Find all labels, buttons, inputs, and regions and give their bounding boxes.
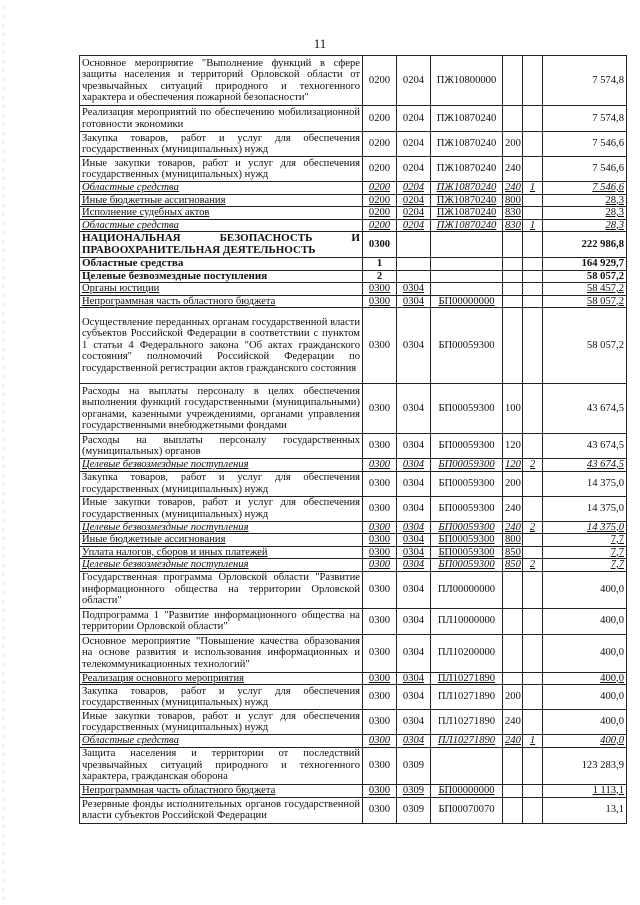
row-funding-source — [523, 546, 543, 559]
table-row — [80, 634, 627, 672]
row-amount: 400,0 — [543, 710, 627, 735]
row-amount: 58 057,2 — [543, 295, 627, 308]
row-section-code: 0304 — [397, 710, 431, 735]
row-target-code: БП00059300 — [431, 559, 503, 572]
row-name: Защита населения и территории от последствий чрезвычайных ситуаций природного и техногенного характера, гражданская оборона — [80, 747, 363, 784]
row-name: Целевые безвозмездные поступления — [80, 559, 363, 572]
row-section-code: 0304 — [397, 471, 431, 496]
table-row — [80, 559, 627, 572]
row-name: Иные закупки товаров, работ и услуг для обеспечения государственных (муниципальных) нужд — [80, 710, 363, 735]
row-expense-type: 830 — [503, 207, 523, 220]
row-target-code: БП00059300 — [431, 459, 503, 472]
row-admin-code: 0300 — [363, 747, 397, 784]
row-funding-source — [523, 784, 543, 797]
row-section-code: 0204 — [397, 56, 431, 106]
row-section-code: 0304 — [397, 459, 431, 472]
row-name: Иные бюджетные ассигнования — [80, 534, 363, 547]
row-name: Закупка товаров, работ и услуг для обеспечения государственных (муниципальных) нужд — [80, 685, 363, 710]
row-expense-type: 100 — [503, 384, 523, 434]
row-amount: 123 283,9 — [543, 747, 627, 784]
row-expense-type: 200 — [503, 132, 523, 157]
row-admin-code: 0300 — [363, 534, 397, 547]
row-name: Иные бюджетные ассигнования — [80, 194, 363, 207]
row-section-code — [397, 270, 431, 283]
row-target-code: БП00059300 — [431, 384, 503, 434]
row-name: Основное мероприятие "Повышение качества образования на основе развития и использования информационных и телекоммуникационных технологий" — [80, 634, 363, 672]
row-funding-source — [523, 232, 543, 258]
row-name: Целевые безвозмездные поступления — [80, 459, 363, 472]
table-row — [80, 434, 627, 459]
row-target-code: ПЖ10870240 — [431, 207, 503, 220]
row-expense-type: 800 — [503, 534, 523, 547]
row-section-code: 0309 — [397, 747, 431, 784]
row-name: Реализация мероприятий по обеспечению мобилизационной готовности экономики — [80, 106, 363, 132]
row-expense-type — [503, 232, 523, 258]
row-funding-source — [523, 106, 543, 132]
row-funding-source — [523, 270, 543, 283]
row-amount: 14 375,0 — [543, 496, 627, 521]
table-row — [80, 207, 627, 220]
row-admin-code: 0300 — [363, 496, 397, 521]
row-expense-type — [503, 634, 523, 672]
row-admin-code: 0300 — [363, 232, 397, 258]
row-section-code — [397, 232, 431, 258]
row-funding-source — [523, 295, 543, 308]
table-row — [80, 784, 627, 797]
row-name: НАЦИОНАЛЬНАЯ БЕЗОПАСНОСТЬ И ПРАВООХРАНИТЕЛЬНАЯ ДЕЯТЕЛЬНОСТЬ — [80, 232, 363, 258]
row-name: Иные закупки товаров, работ и услуг для обеспечения государственных (муниципальных) нужд — [80, 157, 363, 182]
table-row — [80, 219, 627, 232]
row-admin-code: 0300 — [363, 471, 397, 496]
row-admin-code: 0300 — [363, 608, 397, 634]
row-amount: 7,7 — [543, 534, 627, 547]
table-row — [80, 384, 627, 434]
table-row — [80, 471, 627, 496]
row-funding-source — [523, 471, 543, 496]
row-expense-type: 240 — [503, 521, 523, 534]
row-amount: 400,0 — [543, 685, 627, 710]
row-amount: 28,3 — [543, 219, 627, 232]
row-amount: 58 057,2 — [543, 308, 627, 384]
row-section-code: 0304 — [397, 571, 431, 608]
row-amount: 7 546,6 — [543, 132, 627, 157]
row-target-code: БП00059300 — [431, 308, 503, 384]
row-funding-source — [523, 672, 543, 685]
row-admin-code: 0200 — [363, 182, 397, 195]
row-expense-type — [503, 784, 523, 797]
table-row — [80, 194, 627, 207]
row-admin-code: 0300 — [363, 559, 397, 572]
table-row — [80, 182, 627, 195]
row-admin-code: 0200 — [363, 56, 397, 106]
table-row — [80, 710, 627, 735]
row-expense-type: 200 — [503, 471, 523, 496]
row-name: Подпрограмма 1 "Развитие информационного общества на территории Орловской области" — [80, 608, 363, 634]
row-section-code: 0204 — [397, 207, 431, 220]
budget-table — [79, 55, 627, 824]
row-section-code: 0304 — [397, 295, 431, 308]
row-funding-source: 2 — [523, 521, 543, 534]
row-funding-source — [523, 608, 543, 634]
row-name: Расходы на выплаты персоналу в целях обеспечения выполнения функций государственными (муниципальными) органами, казенными учреждениями, органами управления государственными внебюджетными фондами — [80, 384, 363, 434]
row-name: Непрограммная часть областного бюджета — [80, 784, 363, 797]
table-row — [80, 672, 627, 685]
row-expense-type — [503, 270, 523, 283]
row-admin-code: 0300 — [363, 710, 397, 735]
row-amount: 13,1 — [543, 797, 627, 823]
row-admin-code: 0300 — [363, 634, 397, 672]
row-amount: 7 574,8 — [543, 56, 627, 106]
row-amount: 7 546,6 — [543, 182, 627, 195]
row-target-code: ПЖ10870240 — [431, 182, 503, 195]
row-section-code: 0204 — [397, 219, 431, 232]
row-funding-source: 2 — [523, 559, 543, 572]
table-row — [80, 270, 627, 283]
row-target-code: ПЛ10200000 — [431, 634, 503, 672]
row-amount: 58 457,2 — [543, 283, 627, 296]
row-section-code: 0304 — [397, 283, 431, 296]
row-funding-source — [523, 434, 543, 459]
row-admin-code: 0300 — [363, 283, 397, 296]
row-target-code: БП00059300 — [431, 546, 503, 559]
row-section-code: 0304 — [397, 546, 431, 559]
table-row — [80, 106, 627, 132]
row-section-code: 0309 — [397, 784, 431, 797]
table-row — [80, 283, 627, 296]
row-expense-type — [503, 308, 523, 384]
row-target-code — [431, 232, 503, 258]
row-amount: 43 674,5 — [543, 459, 627, 472]
table-row — [80, 295, 627, 308]
row-name: Исполнение судебных актов — [80, 207, 363, 220]
row-expense-type: 240 — [503, 157, 523, 182]
row-section-code: 0304 — [397, 634, 431, 672]
row-target-code: ПЖ10870240 — [431, 219, 503, 232]
row-expense-type: 240 — [503, 182, 523, 195]
row-expense-type — [503, 56, 523, 106]
row-target-code — [431, 747, 503, 784]
row-admin-code: 0300 — [363, 797, 397, 823]
row-amount: 43 674,5 — [543, 434, 627, 459]
row-target-code: ПЖ10870240 — [431, 132, 503, 157]
row-expense-type — [503, 747, 523, 784]
row-funding-source — [523, 797, 543, 823]
table-row — [80, 797, 627, 823]
row-expense-type — [503, 258, 523, 271]
row-amount: 400,0 — [543, 735, 627, 748]
row-section-code: 0204 — [397, 157, 431, 182]
row-amount: 7 546,6 — [543, 157, 627, 182]
table-row — [80, 534, 627, 547]
row-section-code: 0304 — [397, 308, 431, 384]
row-target-code — [431, 258, 503, 271]
row-name: Целевые безвозмездные поступления — [80, 270, 363, 283]
row-funding-source — [523, 496, 543, 521]
row-target-code: БП00000000 — [431, 295, 503, 308]
row-target-code: ПЖ10800000 — [431, 56, 503, 106]
row-funding-source — [523, 132, 543, 157]
row-target-code: ПЛ10271890 — [431, 685, 503, 710]
row-funding-source — [523, 710, 543, 735]
row-expense-type: 830 — [503, 219, 523, 232]
row-funding-source — [523, 685, 543, 710]
table-row — [80, 571, 627, 608]
row-section-code: 0304 — [397, 685, 431, 710]
table-row — [80, 521, 627, 534]
row-admin-code: 0300 — [363, 735, 397, 748]
row-section-code: 0204 — [397, 182, 431, 195]
row-amount: 28,3 — [543, 207, 627, 220]
row-expense-type — [503, 797, 523, 823]
row-target-code: БП00059300 — [431, 434, 503, 459]
row-admin-code: 0300 — [363, 521, 397, 534]
row-target-code: ПЖ10870240 — [431, 106, 503, 132]
row-funding-source — [523, 747, 543, 784]
row-target-code: ПЖ10870240 — [431, 194, 503, 207]
row-section-code: 0304 — [397, 521, 431, 534]
row-amount: 7,7 — [543, 559, 627, 572]
row-target-code: БП00059300 — [431, 534, 503, 547]
row-amount: 400,0 — [543, 672, 627, 685]
row-expense-type: 800 — [503, 194, 523, 207]
row-name: Закупка товаров, работ и услуг для обеспечения государственных (муниципальных) нужд — [80, 471, 363, 496]
row-admin-code: 0200 — [363, 157, 397, 182]
row-funding-source — [523, 571, 543, 608]
row-name: Государственная программа Орловской области "Развитие информационного общества на территории Орловской области" — [80, 571, 363, 608]
row-section-code: 0304 — [397, 384, 431, 434]
row-expense-type — [503, 283, 523, 296]
row-target-code: БП00070070 — [431, 797, 503, 823]
row-amount: 7,7 — [543, 546, 627, 559]
row-admin-code: 0200 — [363, 106, 397, 132]
row-name: Уплата налогов, сборов и иных платежей — [80, 546, 363, 559]
row-target-code: БП00059300 — [431, 521, 503, 534]
row-amount: 28,3 — [543, 194, 627, 207]
row-section-code: 0304 — [397, 608, 431, 634]
row-target-code: ПЛ10271890 — [431, 710, 503, 735]
table-row — [80, 232, 627, 258]
row-section-code: 0204 — [397, 106, 431, 132]
row-amount: 400,0 — [543, 571, 627, 608]
row-section-code: 0304 — [397, 534, 431, 547]
row-expense-type — [503, 295, 523, 308]
budget-table-body — [80, 56, 627, 824]
row-name: Областные средства — [80, 219, 363, 232]
table-row — [80, 496, 627, 521]
row-section-code: 0304 — [397, 672, 431, 685]
row-name: Закупка товаров, работ и услуг для обеспечения государственных (муниципальных) нужд — [80, 132, 363, 157]
row-admin-code: 0200 — [363, 194, 397, 207]
row-name: Целевые безвозмездные поступления — [80, 521, 363, 534]
row-section-code — [397, 258, 431, 271]
row-amount: 164 929,7 — [543, 258, 627, 271]
row-name: Иные закупки товаров, работ и услуг для обеспечения государственных (муниципальных) нужд — [80, 496, 363, 521]
row-amount: 222 986,8 — [543, 232, 627, 258]
table-row — [80, 308, 627, 384]
row-amount: 43 674,5 — [543, 384, 627, 434]
row-admin-code: 0300 — [363, 546, 397, 559]
row-funding-source: 1 — [523, 219, 543, 232]
row-expense-type: 120 — [503, 434, 523, 459]
row-admin-code: 1 — [363, 258, 397, 271]
row-admin-code: 0300 — [363, 571, 397, 608]
row-name: Реализация основного мероприятия — [80, 672, 363, 685]
row-funding-source: 2 — [523, 459, 543, 472]
page-number: 11 — [313, 36, 327, 51]
row-amount: 58 057,2 — [543, 270, 627, 283]
row-name: Осуществление переданных органам государственной власти субъектов Российской Федерации в соответствии с пунктом 1 статьи 4 Федерального закона "Об актах гражданского состояния" полномочий Российской Федерации по государственной регистрации актов гражданского состояния — [80, 308, 363, 384]
row-admin-code: 0200 — [363, 132, 397, 157]
row-amount: 400,0 — [543, 634, 627, 672]
row-section-code: 0304 — [397, 434, 431, 459]
row-expense-type: 240 — [503, 710, 523, 735]
table-row — [80, 685, 627, 710]
row-funding-source — [523, 207, 543, 220]
row-name: Резервные фонды исполнительных органов государственной власти субъектов Российской Федерации — [80, 797, 363, 823]
row-section-code: 0304 — [397, 735, 431, 748]
row-amount: 14 375,0 — [543, 521, 627, 534]
row-funding-source: 1 — [523, 735, 543, 748]
row-section-code: 0204 — [397, 194, 431, 207]
row-target-code — [431, 283, 503, 296]
row-section-code: 0304 — [397, 559, 431, 572]
table-row — [80, 735, 627, 748]
row-expense-type: 240 — [503, 496, 523, 521]
row-target-code: ПЛ10271890 — [431, 672, 503, 685]
row-target-code: БП00059300 — [431, 496, 503, 521]
row-amount: 400,0 — [543, 608, 627, 634]
row-expense-type — [503, 106, 523, 132]
row-target-code: БП00059300 — [431, 471, 503, 496]
table-row — [80, 608, 627, 634]
row-name: Областные средства — [80, 735, 363, 748]
row-funding-source — [523, 157, 543, 182]
table-row — [80, 258, 627, 271]
row-expense-type — [503, 571, 523, 608]
row-target-code: ПЖ10870240 — [431, 157, 503, 182]
row-name: Органы юстиции — [80, 283, 363, 296]
table-row — [80, 132, 627, 157]
row-funding-source — [523, 308, 543, 384]
row-admin-code: 2 — [363, 270, 397, 283]
row-funding-source — [523, 634, 543, 672]
row-funding-source — [523, 258, 543, 271]
row-admin-code: 0300 — [363, 784, 397, 797]
row-expense-type: 850 — [503, 546, 523, 559]
table-row — [80, 747, 627, 784]
row-expense-type: 120 — [503, 459, 523, 472]
row-target-code: БП00000000 — [431, 784, 503, 797]
row-expense-type: 850 — [503, 559, 523, 572]
row-amount: 1 113,1 — [543, 784, 627, 797]
row-funding-source — [523, 283, 543, 296]
row-expense-type: 200 — [503, 685, 523, 710]
row-admin-code: 0300 — [363, 434, 397, 459]
row-admin-code: 0300 — [363, 295, 397, 308]
row-name: Областные средства — [80, 258, 363, 271]
row-admin-code: 0300 — [363, 672, 397, 685]
row-funding-source — [523, 384, 543, 434]
row-funding-source — [523, 534, 543, 547]
row-admin-code: 0300 — [363, 384, 397, 434]
row-admin-code: 0200 — [363, 207, 397, 220]
row-funding-source: 1 — [523, 182, 543, 195]
row-target-code — [431, 270, 503, 283]
table-row — [80, 459, 627, 472]
table-row — [80, 157, 627, 182]
row-section-code: 0204 — [397, 132, 431, 157]
row-target-code: ПЛ00000000 — [431, 571, 503, 608]
row-amount: 14 375,0 — [543, 471, 627, 496]
row-name: Непрограммная часть областного бюджета — [80, 295, 363, 308]
row-name: Расходы на выплаты персоналу государственных (муниципальных) органов — [80, 434, 363, 459]
row-funding-source — [523, 56, 543, 106]
row-admin-code: 0300 — [363, 685, 397, 710]
row-section-code: 0304 — [397, 496, 431, 521]
row-expense-type: 240 — [503, 735, 523, 748]
row-expense-type — [503, 672, 523, 685]
row-admin-code: 0300 — [363, 308, 397, 384]
row-name: Основное мероприятие "Выполнение функций в сфере защиты населения и территорий Орловской области от чрезвычайных ситуаций природного и техногенного характера и обеспечения пожарной безопасности" — [80, 56, 363, 106]
scan-edge-artifact — [3, 0, 4, 905]
table-row — [80, 56, 627, 106]
row-admin-code: 0300 — [363, 459, 397, 472]
row-funding-source — [523, 194, 543, 207]
row-target-code: ПЛ10271890 — [431, 735, 503, 748]
row-target-code: ПЛ10000000 — [431, 608, 503, 634]
row-admin-code: 0200 — [363, 219, 397, 232]
row-name: Областные средства — [80, 182, 363, 195]
row-amount: 7 574,8 — [543, 106, 627, 132]
table-row — [80, 546, 627, 559]
row-expense-type — [503, 608, 523, 634]
row-section-code: 0309 — [397, 797, 431, 823]
